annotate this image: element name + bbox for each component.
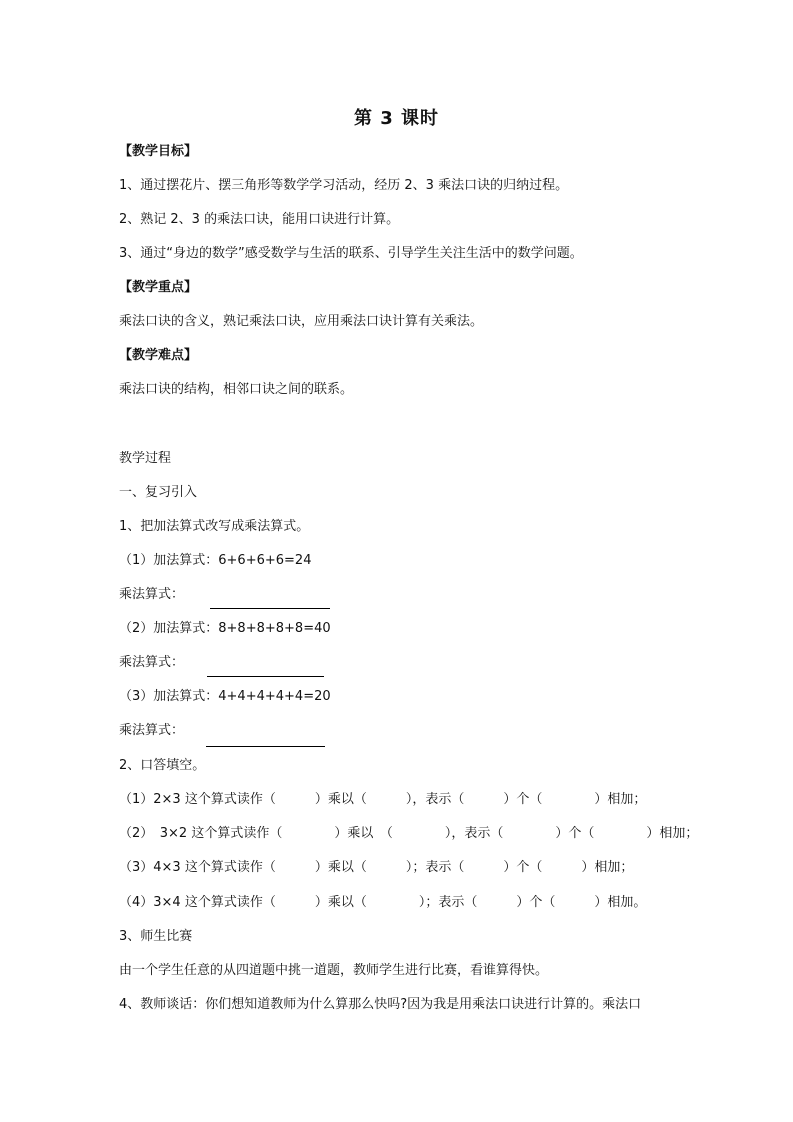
page-title: 第 3 课时 <box>353 108 440 129</box>
answer-blank-2[interactable] <box>207 676 324 677</box>
goals-heading: 【教学目标】 <box>119 144 198 159</box>
difficulty-text: 乘法口诀的结构，相邻口诀之间的联系。 <box>119 382 354 397</box>
multiplication-label-1: 乘法算式： <box>119 587 185 602</box>
fill-blank-2: （2） 3×2 这个算式读作（ ）乘以 （ ），表示（ ）个（ ）相加； <box>119 826 699 841</box>
goal-item-1: 1、通过摆花片、摆三角形等数学学习活动，经历 2、3 乘法口诀的归纳过程。 <box>119 178 569 193</box>
exercise-1-addition-2: （2）加法算式：8+8+8+8+8=40 <box>119 621 331 636</box>
exercise-3-text: 由一个学生任意的从四道题中挑一道题，教师学生进行比赛，看谁算得快。 <box>119 963 549 978</box>
multiplication-label-3: 乘法算式： <box>119 723 185 738</box>
fill-blank-3: （3）4×3 这个算式读作（ ）乘以（ ）；表示（ ）个（ ）相加； <box>119 860 634 875</box>
fill-blank-4: （4）3×4 这个算式读作（ ）乘以（ ）；表示（ ）个（ ）相加。 <box>119 895 647 910</box>
exercise-1-addition-1: （1）加法算式：6+6+6+6=24 <box>119 553 312 568</box>
goal-item-2: 2、熟记 2、3 的乘法口诀，能用口诀进行计算。 <box>119 212 400 227</box>
exercise-1-instruction: 1、把加法算式改写成乘法算式。 <box>119 519 310 534</box>
exercise-2-instruction: 2、口答填空。 <box>119 758 206 773</box>
key-heading: 【教学重点】 <box>119 280 198 295</box>
process-heading: 教学过程 <box>119 451 172 466</box>
fill-blank-1: （1）2×3 这个算式读作（ ）乘以（ ），表示（ ）个（ ）相加； <box>119 792 647 807</box>
section-heading-review: 一、复习引入 <box>119 485 198 500</box>
multiplication-label-2: 乘法算式： <box>119 655 185 670</box>
answer-blank-3[interactable] <box>206 746 325 747</box>
exercise-4-text: 4、教师谈话：你们想知道教师为什么算那么快吗?因为我是用乘法口诀进行计算的。乘法口 <box>119 997 642 1012</box>
goal-item-3: 3、通过“身边的数学”感受数学与生活的联系、引导学生关注生活中的数学问题。 <box>119 246 583 261</box>
exercise-1-addition-3: （3）加法算式：4+4+4+4+4=20 <box>119 689 331 704</box>
exercise-3-heading: 3、师生比赛 <box>119 929 193 944</box>
key-text: 乘法口诀的含义，熟记乘法口诀，应用乘法口诀计算有关乘法。 <box>119 314 484 329</box>
answer-blank-1[interactable] <box>210 608 330 609</box>
difficulty-heading: 【教学难点】 <box>119 348 198 363</box>
